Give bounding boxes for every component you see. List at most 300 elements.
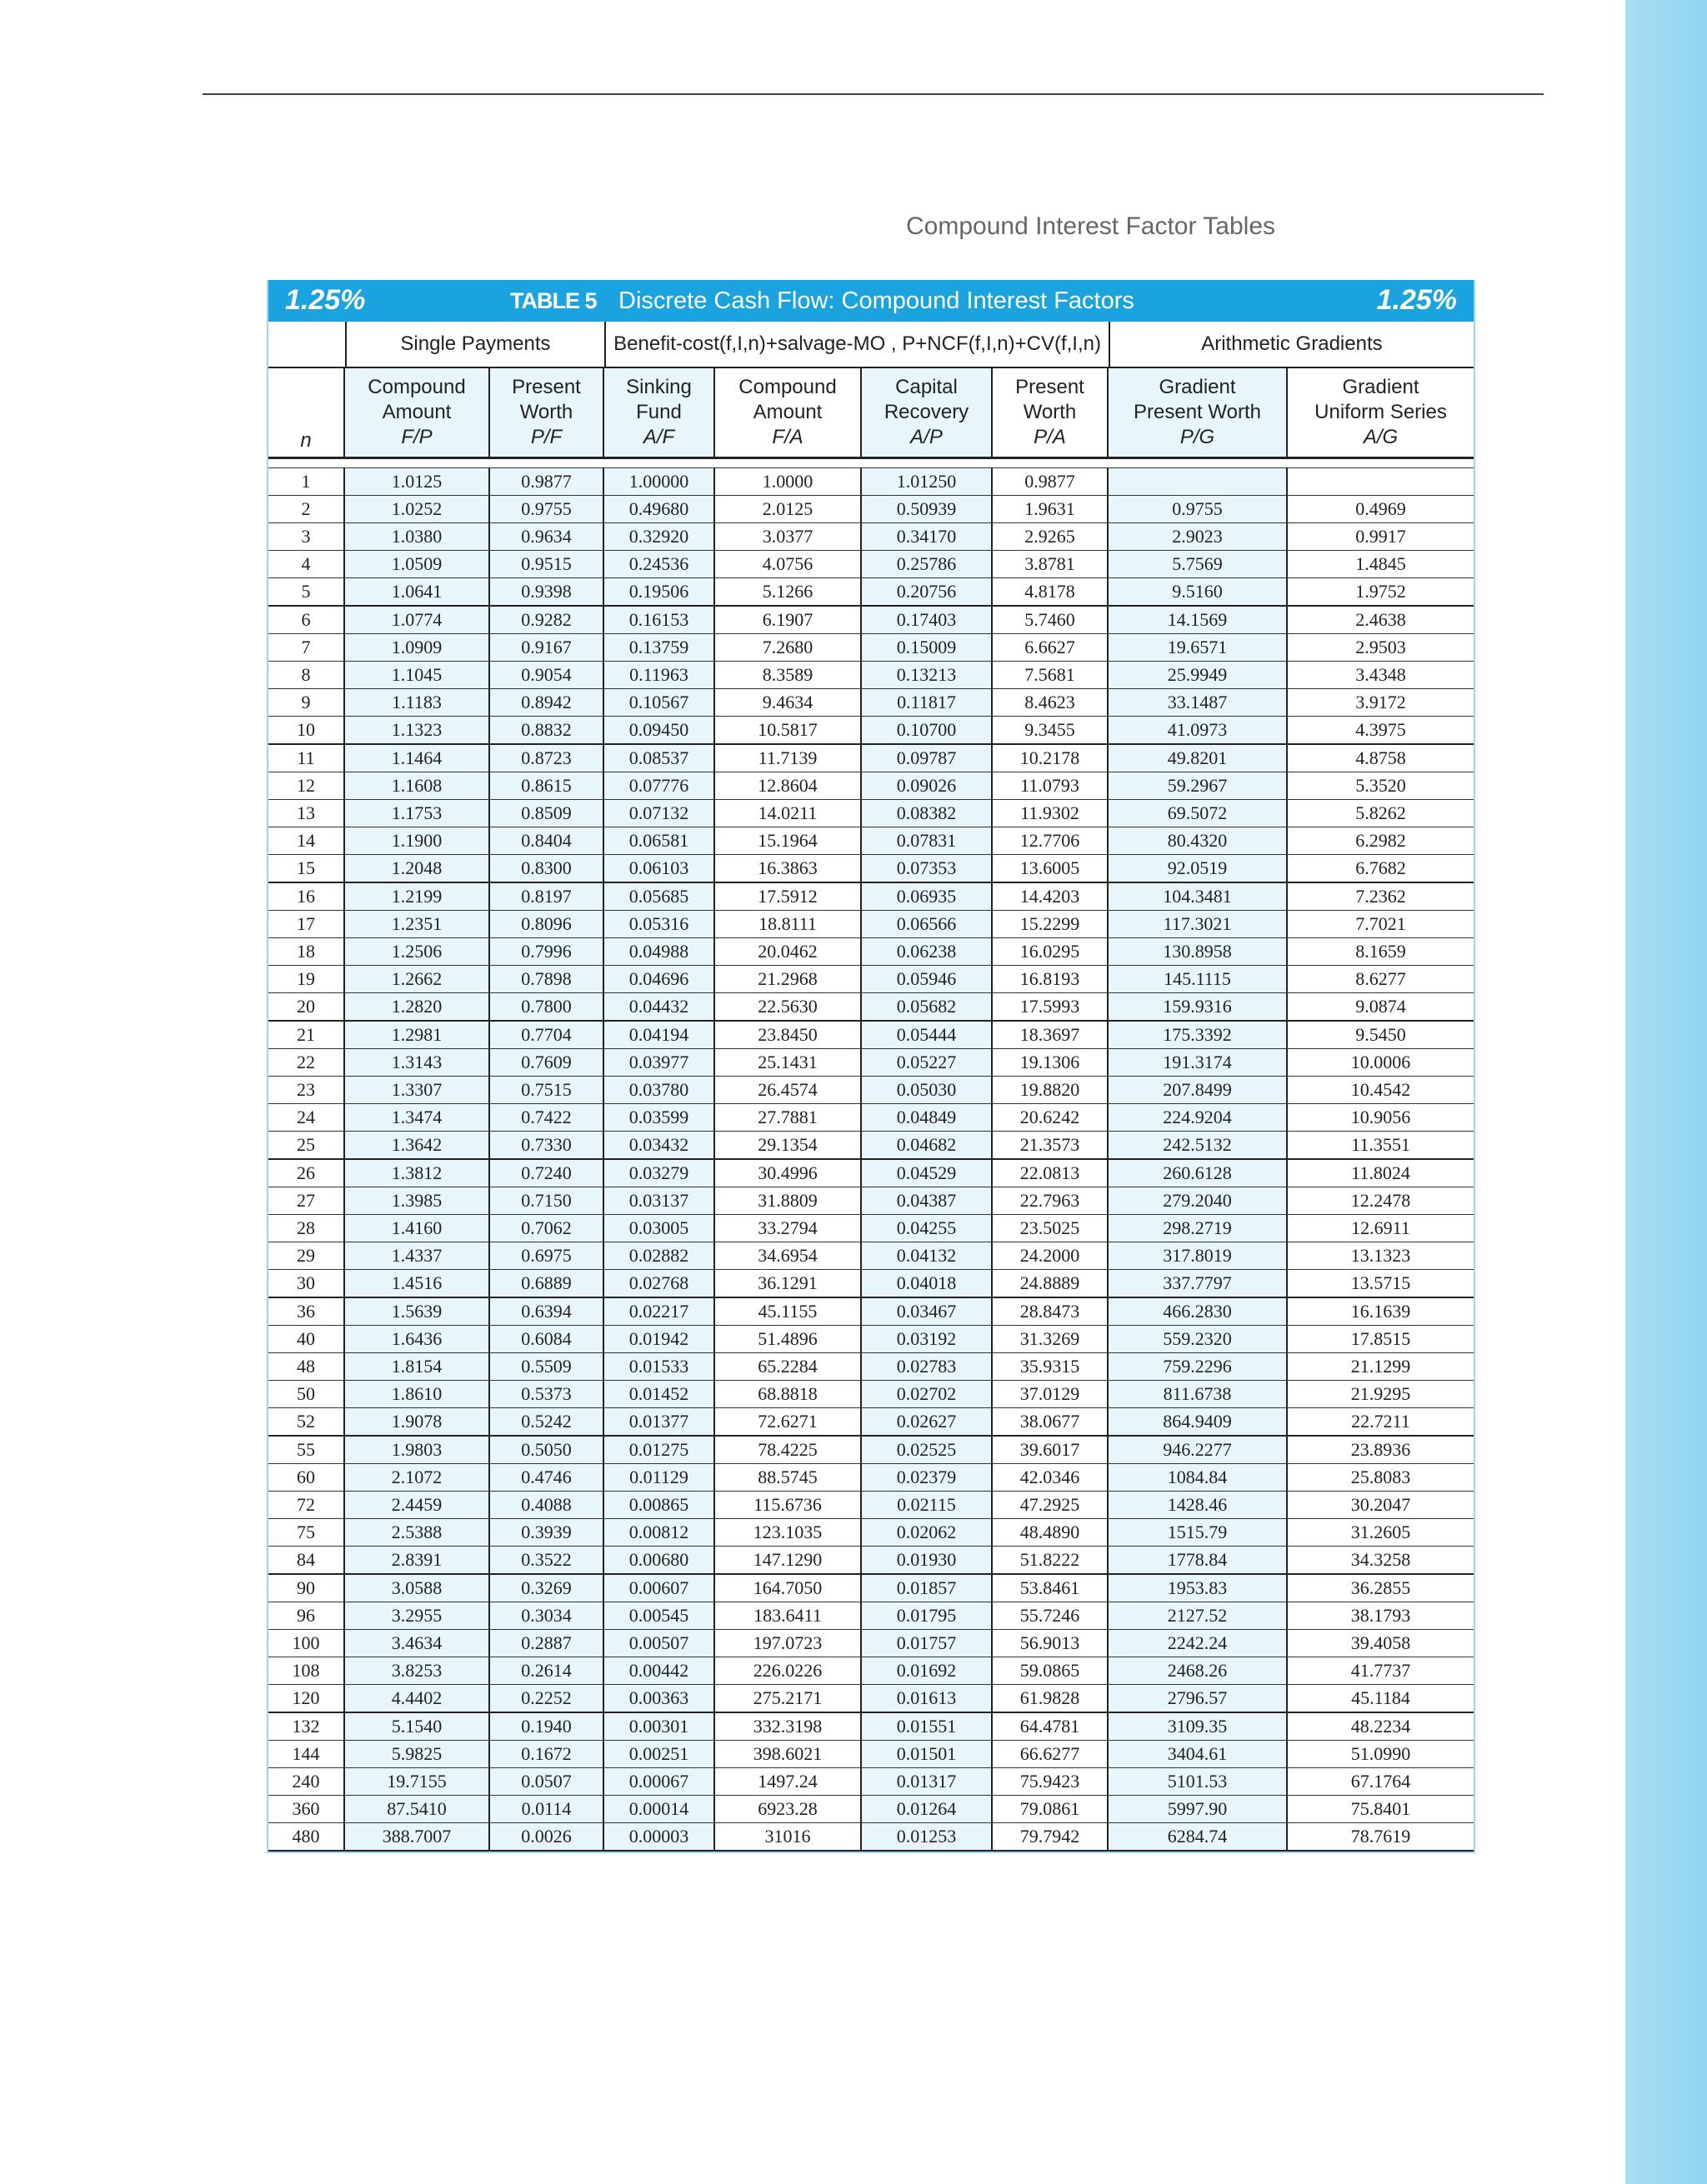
cell-fa: 164.7050 — [715, 1575, 862, 1602]
cell-ag: 12.6911 — [1351, 1217, 1410, 1238]
table-row — [268, 800, 1474, 827]
cell-af: 0.02217 — [604, 1298, 715, 1325]
cell-fa: 20.0462 — [715, 938, 862, 965]
cell-n: 25 — [268, 1132, 345, 1158]
cell-fa: 22.5630 — [715, 993, 862, 1020]
cell-pa: 22.7963 — [993, 1187, 1109, 1214]
cell-ap: 0.02115 — [862, 1492, 993, 1518]
column-header-line2: Fund — [636, 401, 682, 423]
cell-fp: 1.2199 — [345, 883, 490, 910]
cell-n: 11 — [268, 745, 345, 772]
cell-ag: 51.0990 — [1350, 1743, 1411, 1764]
cell-n: 240 — [268, 1768, 345, 1795]
cell-pa: 79.7942 — [993, 1823, 1109, 1850]
cell-ag: 67.1764 — [1350, 1771, 1411, 1792]
cell-fp: 1.1045 — [345, 662, 490, 688]
cell-n: 8 — [268, 662, 345, 688]
cell-pa: 9.3455 — [993, 717, 1109, 743]
cell-af: 0.10567 — [604, 689, 715, 716]
cell-pg: 5101.53 — [1109, 1768, 1288, 1795]
cell-pg: 159.9316 — [1109, 993, 1288, 1020]
cell-ag: 36.2855 — [1350, 1577, 1411, 1598]
cell-n: 75 — [268, 1519, 345, 1546]
cell-af: 0.03005 — [604, 1215, 715, 1242]
table-row — [268, 662, 1474, 689]
cell-pf: 0.2614 — [490, 1657, 604, 1684]
cell-fp: 1.1900 — [345, 827, 490, 854]
cell-pf: 0.7609 — [490, 1049, 604, 1076]
running-head: Compound Interest Factor Tables — [905, 212, 1275, 240]
cell-ap: 0.01613 — [862, 1685, 993, 1712]
cell-ag: 10.9056 — [1350, 1107, 1411, 1127]
cell-pg: 242.5132 — [1109, 1132, 1288, 1158]
column-header-code: A/P — [910, 426, 943, 448]
cell-n: 24 — [268, 1104, 345, 1131]
cell-fp: 1.3985 — [345, 1187, 490, 1214]
cell-fp: 1.0125 — [345, 468, 490, 495]
cell-n: 1 — [268, 468, 345, 495]
cell-pg: 207.8499 — [1109, 1077, 1288, 1103]
cell-pa: 37.0129 — [993, 1381, 1109, 1407]
cell-fa: 36.1291 — [715, 1270, 862, 1297]
cell-pa: 24.2000 — [993, 1242, 1109, 1269]
cell-fa: 147.1290 — [715, 1547, 862, 1573]
cell-ap: 0.01551 — [862, 1713, 993, 1740]
cell-pf: 0.7330 — [490, 1132, 604, 1158]
cell-pf: 0.8300 — [490, 855, 604, 882]
cell-fa: 21.2968 — [715, 966, 862, 992]
cell-ap: 0.02783 — [862, 1353, 993, 1380]
table-row — [268, 1519, 1474, 1547]
cell-n: 48 — [268, 1353, 345, 1380]
cell-ap: 0.07831 — [862, 827, 993, 854]
cell-pg: 80.4320 — [1109, 827, 1288, 854]
cell-pg: 14.1569 — [1109, 607, 1288, 633]
cell-af: 0.00363 — [604, 1685, 715, 1712]
cell-fp: 1.3143 — [345, 1049, 490, 1076]
cell-pf: 0.9054 — [490, 662, 604, 688]
table-row — [268, 1270, 1474, 1298]
cell-pf: 0.7062 — [490, 1215, 604, 1242]
table-row — [268, 1741, 1474, 1768]
cell-fa: 33.2794 — [715, 1215, 862, 1242]
cell-ap: 0.05946 — [862, 966, 993, 992]
column-header-line2: Amount — [382, 401, 452, 423]
column-header-code: P/A — [1034, 426, 1066, 448]
column-header-line2: Uniform Series — [1314, 401, 1447, 423]
cell-fa: 123.1035 — [715, 1519, 862, 1546]
cell-n: 3 — [268, 523, 345, 550]
cell-fp: 4.4402 — [345, 1685, 490, 1712]
column-header-ag — [1288, 368, 1474, 457]
cell-fp: 1.1753 — [345, 800, 490, 827]
cell-n: 29 — [268, 1242, 345, 1269]
cell-ap: 0.04018 — [862, 1270, 993, 1297]
cell-n: 21 — [268, 1022, 345, 1048]
cell-fp: 1.2506 — [345, 938, 490, 965]
table-row — [268, 1215, 1474, 1242]
cell-pg: 224.9204 — [1109, 1104, 1288, 1131]
cell-pa: 4.8178 — [993, 578, 1109, 605]
cell-af: 1.00000 — [604, 468, 715, 495]
cell-fa: 6.1907 — [715, 607, 862, 633]
column-header-row — [268, 368, 1474, 459]
cell-n: 22 — [268, 1049, 345, 1076]
cell-pa: 39.6017 — [993, 1437, 1109, 1463]
table-row — [268, 1298, 1474, 1326]
rate-right: 1.25% — [1376, 284, 1457, 316]
cell-af: 0.00507 — [604, 1630, 715, 1657]
cell-ap: 0.01253 — [862, 1823, 993, 1850]
cell-ap: 0.15009 — [862, 634, 993, 661]
cell-fp: 19.7155 — [345, 1768, 490, 1795]
cell-pa: 16.0295 — [993, 938, 1109, 965]
cell-ap: 0.01757 — [862, 1630, 993, 1657]
cell-pa: 35.9315 — [993, 1353, 1109, 1380]
cell-ap: 0.01857 — [862, 1575, 993, 1602]
table-row — [268, 1713, 1474, 1741]
table-row — [268, 578, 1474, 607]
cell-fp: 1.9803 — [345, 1437, 490, 1463]
cell-fa: 26.4574 — [715, 1077, 862, 1103]
table-title-bar — [268, 280, 1474, 322]
column-header-fa — [715, 368, 862, 457]
cell-ag: 0.9917 — [1355, 526, 1406, 547]
cell-pg: 759.2296 — [1109, 1353, 1288, 1380]
cell-ag: 13.5715 — [1350, 1272, 1411, 1293]
cell-pa: 17.5993 — [993, 993, 1109, 1020]
cell-ag: 25.8083 — [1350, 1467, 1411, 1487]
cell-fp: 5.1540 — [345, 1713, 490, 1740]
cell-pg: 175.3392 — [1109, 1022, 1288, 1048]
cell-af: 0.01129 — [604, 1464, 715, 1491]
cell-fa: 183.6411 — [715, 1602, 862, 1629]
cell-ag: 9.0874 — [1355, 996, 1406, 1017]
cell-n: 30 — [268, 1270, 345, 1297]
cell-ag: 10.0006 — [1350, 1052, 1411, 1072]
cell-af: 0.24536 — [604, 551, 715, 577]
cell-n: 4 — [268, 551, 345, 577]
cell-pf: 0.1672 — [490, 1741, 604, 1767]
table-row — [268, 1492, 1474, 1519]
cell-pf: 0.9634 — [490, 523, 604, 550]
cell-ap: 0.03467 — [862, 1298, 993, 1325]
table-row — [268, 1685, 1474, 1713]
cell-ag: 7.7021 — [1355, 913, 1406, 934]
cell-af: 0.04194 — [604, 1022, 715, 1048]
cell-af: 0.00251 — [604, 1741, 715, 1767]
cell-af: 0.00014 — [604, 1796, 715, 1822]
cell-pg: 2127.52 — [1109, 1602, 1288, 1629]
cell-pa: 47.2925 — [993, 1492, 1109, 1518]
cell-fp: 1.9078 — [345, 1408, 490, 1435]
cell-pf: 0.7704 — [490, 1022, 604, 1048]
cell-n: 55 — [268, 1437, 345, 1463]
rate-left: 1.25% — [285, 284, 366, 316]
cell-pf: 0.5373 — [490, 1381, 604, 1407]
cell-fa: 12.8604 — [715, 772, 862, 799]
cell-fa: 14.0211 — [715, 800, 862, 827]
cell-ag: 12.2478 — [1350, 1190, 1411, 1211]
cell-ap: 0.07353 — [862, 855, 993, 882]
cell-fa: 88.5745 — [715, 1464, 862, 1491]
table-row — [268, 634, 1474, 662]
cell-pg: 59.2967 — [1109, 772, 1288, 799]
cell-pf: 0.8509 — [490, 800, 604, 827]
cell-ap: 0.02525 — [862, 1437, 993, 1463]
cell-fa: 65.2284 — [715, 1353, 862, 1380]
cell-pg: 33.1487 — [1109, 689, 1288, 716]
cell-af: 0.00442 — [604, 1657, 715, 1684]
table-row — [268, 745, 1474, 772]
cell-pa: 8.4623 — [993, 689, 1109, 716]
cell-ag: 10.4542 — [1350, 1079, 1411, 1100]
cell-pa: 23.5025 — [993, 1215, 1109, 1242]
cell-pf: 0.9755 — [490, 496, 604, 522]
table-row — [268, 1547, 1474, 1575]
cell-pf: 0.6394 — [490, 1298, 604, 1325]
table-row — [268, 1077, 1474, 1104]
cell-pg: 5.7569 — [1109, 551, 1288, 577]
table-row — [268, 1768, 1474, 1796]
cell-fa: 27.7881 — [715, 1104, 862, 1131]
cell-ag: 8.6277 — [1355, 968, 1406, 989]
cell-ag: 21.1299 — [1350, 1356, 1411, 1377]
column-header-line1: Present — [1015, 376, 1084, 398]
cell-ap: 0.06566 — [862, 911, 993, 937]
cell-fp: 1.0252 — [345, 496, 490, 522]
cell-ap: 0.04682 — [862, 1132, 993, 1158]
cell-n: 26 — [268, 1160, 345, 1187]
cell-pa: 59.0865 — [993, 1657, 1109, 1684]
cell-fp: 1.3812 — [345, 1160, 490, 1187]
cell-n: 23 — [268, 1077, 345, 1103]
cell-pg: 25.9949 — [1109, 662, 1288, 688]
cell-fa: 5.1266 — [715, 578, 862, 605]
cell-pf: 0.7996 — [490, 938, 604, 965]
cell-n: 72 — [268, 1492, 345, 1518]
cell-pg: 9.5160 — [1109, 578, 1288, 605]
cell-n: 9 — [268, 689, 345, 716]
cell-fa: 7.2680 — [715, 634, 862, 661]
cell-fa: 10.5817 — [715, 717, 862, 743]
cell-ag: 4.3975 — [1355, 719, 1406, 740]
table-row — [268, 772, 1474, 800]
cell-pf: 0.9398 — [490, 578, 604, 605]
cell-pg: 2.9023 — [1109, 523, 1288, 550]
cell-pg: 337.7797 — [1109, 1270, 1288, 1297]
cell-n: 15 — [268, 855, 345, 882]
cell-pg: 3109.35 — [1109, 1713, 1288, 1740]
cell-af: 0.00812 — [604, 1519, 715, 1546]
column-header-line2: Worth — [1023, 401, 1077, 423]
cell-pg: 92.0519 — [1109, 855, 1288, 882]
cell-fa: 17.5912 — [715, 883, 862, 910]
cell-fa: 1497.24 — [715, 1768, 862, 1795]
cell-pa: 42.0346 — [993, 1464, 1109, 1491]
cell-fp: 388.7007 — [345, 1823, 490, 1850]
cell-ap: 0.01930 — [862, 1547, 993, 1573]
cell-fp: 1.1323 — [345, 717, 490, 743]
cell-af: 0.09450 — [604, 717, 715, 743]
cell-ap: 0.05444 — [862, 1022, 993, 1048]
cell-pf: 0.8723 — [490, 745, 604, 772]
cell-pg: 117.3021 — [1109, 911, 1288, 937]
cell-pa: 75.9423 — [993, 1768, 1109, 1795]
cell-fa: 197.0723 — [715, 1630, 862, 1657]
cell-fa: 226.0226 — [715, 1657, 862, 1684]
cell-fa: 8.3589 — [715, 662, 862, 688]
cell-af: 0.06103 — [604, 855, 715, 882]
cell-ag: 1.9752 — [1355, 581, 1406, 602]
cell-fp: 2.5388 — [345, 1519, 490, 1546]
cell-pf: 0.3522 — [490, 1547, 604, 1573]
cell-ap: 0.10700 — [862, 717, 993, 743]
cell-pf: 0.3939 — [490, 1519, 604, 1546]
cell-n: 5 — [268, 578, 345, 605]
group-header-uniform-series: Benefit-cost(f,I,n)+salvage-MO , P+NCF(f,I,n)+CV(f,I,n) — [606, 322, 1109, 367]
table-number: TABLE 5 — [510, 288, 597, 313]
column-header-line2: Recovery — [884, 401, 969, 423]
cell-ag: 34.3258 — [1350, 1549, 1411, 1570]
cell-ap: 0.34170 — [862, 523, 993, 550]
cell-pg: 559.2320 — [1109, 1326, 1288, 1352]
cell-fa: 1.0000 — [715, 468, 862, 495]
cell-ap: 0.05682 — [862, 993, 993, 1020]
cell-n: 120 — [268, 1685, 345, 1712]
cell-af: 0.04432 — [604, 993, 715, 1020]
cell-pf: 0.6889 — [490, 1270, 604, 1297]
column-header-line2: Amount — [753, 401, 823, 423]
cell-ag: 6.2982 — [1355, 830, 1406, 851]
cell-pf: 0.7515 — [490, 1077, 604, 1103]
column-header-pg — [1109, 368, 1288, 457]
cell-fp: 1.3642 — [345, 1132, 490, 1158]
cell-af: 0.01942 — [604, 1326, 715, 1352]
cell-af: 0.02768 — [604, 1270, 715, 1297]
cell-n: 36 — [268, 1298, 345, 1325]
cell-fp: 1.0380 — [345, 523, 490, 550]
table-row — [268, 1602, 1474, 1630]
cell-n: 7 — [268, 634, 345, 661]
column-header-fp — [345, 368, 490, 457]
column-header-line1: Compound — [368, 376, 466, 398]
table-row — [268, 1575, 1474, 1602]
cell-fp: 1.4516 — [345, 1270, 490, 1297]
cell-af: 0.00865 — [604, 1492, 715, 1518]
cell-ag: 11.3551 — [1351, 1134, 1410, 1155]
cell-ap: 0.25786 — [862, 551, 993, 577]
cell-af: 0.04696 — [604, 966, 715, 992]
cell-pg: 864.9409 — [1109, 1408, 1288, 1435]
cell-pf: 0.0507 — [490, 1768, 604, 1795]
cell-fp: 1.2048 — [345, 855, 490, 882]
table-row — [268, 1049, 1474, 1077]
cell-pf: 0.8197 — [490, 883, 604, 910]
cell-pa: 2.9265 — [993, 523, 1109, 550]
cell-ag: 4.8758 — [1355, 747, 1406, 768]
cell-af: 0.13759 — [604, 634, 715, 661]
cell-ag: 22.7211 — [1351, 1411, 1410, 1432]
cell-pa: 14.4203 — [993, 883, 1109, 910]
cell-fa: 16.3863 — [715, 855, 862, 882]
cell-fp: 2.1072 — [345, 1464, 490, 1491]
cell-fp: 1.4160 — [345, 1215, 490, 1242]
table-row — [268, 496, 1474, 523]
table-row — [268, 1353, 1474, 1381]
cell-pa: 38.0677 — [993, 1408, 1109, 1435]
cell-fp: 1.8154 — [345, 1353, 490, 1380]
cell-ag: 41.7737 — [1350, 1660, 1411, 1681]
cell-pa: 3.8781 — [993, 551, 1109, 577]
cell-pg: 6284.74 — [1109, 1823, 1288, 1850]
cell-pa: 1.9631 — [993, 496, 1109, 522]
cell-pg: 69.5072 — [1109, 800, 1288, 827]
cell-ag: 0.4969 — [1355, 498, 1406, 519]
cell-pg: 5997.90 — [1109, 1796, 1288, 1822]
table-body — [268, 467, 1474, 1852]
column-header-line1: Compound — [738, 376, 837, 398]
cell-fa: 51.4896 — [715, 1326, 862, 1352]
table-row — [268, 938, 1474, 966]
cell-fa: 30.4996 — [715, 1160, 862, 1187]
cell-fa: 275.2171 — [715, 1685, 862, 1712]
cell-ag: 75.8401 — [1350, 1798, 1411, 1819]
column-header-af — [604, 368, 715, 457]
cell-fa: 398.6021 — [715, 1741, 862, 1767]
cell-ag: 13.1323 — [1350, 1245, 1411, 1266]
cell-fp: 1.2981 — [345, 1022, 490, 1048]
cell-fp: 1.0641 — [345, 578, 490, 605]
cell-n: 12 — [268, 772, 345, 799]
cell-fa: 3.0377 — [715, 523, 862, 550]
cell-pf: 0.3034 — [490, 1602, 604, 1629]
cell-fp: 1.4337 — [345, 1242, 490, 1269]
cell-fp: 1.1183 — [345, 689, 490, 716]
cell-af: 0.00301 — [604, 1713, 715, 1740]
cell-n: 50 — [268, 1381, 345, 1407]
cell-af: 0.11963 — [604, 662, 715, 688]
cell-ag: 2.4638 — [1355, 609, 1406, 630]
group-header-n — [268, 322, 347, 367]
cell-n: 14 — [268, 827, 345, 854]
cell-fp: 1.5639 — [345, 1298, 490, 1325]
column-header-line1: Capital — [895, 376, 958, 398]
cell-n: 28 — [268, 1215, 345, 1242]
cell-fp: 1.1608 — [345, 772, 490, 799]
cell-ag: 16.1639 — [1350, 1301, 1411, 1322]
table-row — [268, 1160, 1474, 1187]
cell-af: 0.00545 — [604, 1602, 715, 1629]
cell-ap: 0.02379 — [862, 1464, 993, 1491]
column-header-line2: Worth — [519, 401, 573, 423]
cell-pa: 61.9828 — [993, 1685, 1109, 1712]
table-row — [268, 689, 1474, 717]
cell-pg: 19.6571 — [1109, 634, 1288, 661]
cell-pf: 0.9167 — [490, 634, 604, 661]
cell-ap: 0.11817 — [862, 689, 993, 716]
group-header-single-payments: Single Payments — [347, 322, 607, 367]
cell-ap: 0.06238 — [862, 938, 993, 965]
cell-fp: 1.2820 — [345, 993, 490, 1020]
cell-pa: 10.2178 — [993, 745, 1109, 772]
cell-pa: 11.9302 — [993, 800, 1109, 827]
column-header-code: A/G — [1363, 426, 1399, 448]
cell-fp: 1.2351 — [345, 911, 490, 937]
table-row — [268, 911, 1474, 938]
cell-n: 10 — [268, 717, 345, 743]
cell-pf: 0.8615 — [490, 772, 604, 799]
